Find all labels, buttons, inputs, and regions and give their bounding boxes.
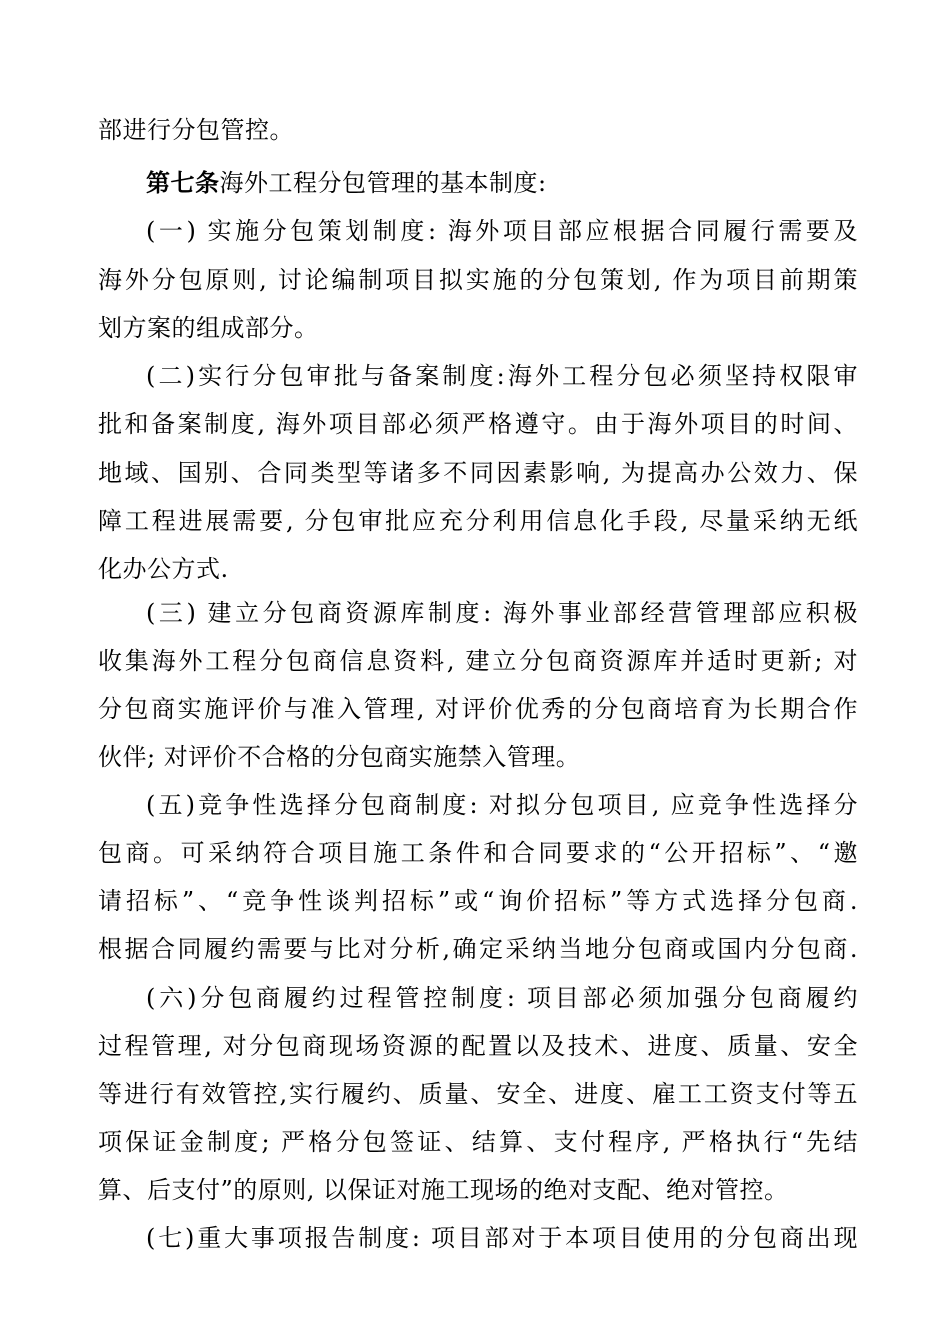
paragraph-2-line: 批和备案制度, 海外项目部必须严格遵守。由于海外项目的时间、 [98,410,858,438]
paragraph-3-line: 伙伴; 对评价不合格的分包商实施禁入管理。 [98,743,581,771]
paragraph-5-line: 请招标”、“竞争性谈判招标”或“询价招标”等方式选择分包商. [98,887,858,915]
paragraph-5-line: 包商。可采纳符合项目施工条件和合同要求的“公开招标”、“邀 [98,839,858,867]
paragraph-2-line: 地域、国别、合同类型等诸多不同因素影响, 为提高办公效力、保 [98,459,858,487]
paragraph-3-line: (三) 建立分包商资源库制度: 海外事业部经营管理部应积极 [146,599,858,627]
paragraph-1-line: 划方案的组成部分。 [98,314,319,342]
paragraph-2-line: 障工程进展需要, 分包审批应充分利用信息化手段, 尽量采纳无纸 [98,507,858,535]
paragraph-6-line: 过程管理, 对分包商现场资源的配置以及技术、进度、质量、安全 [98,1032,858,1060]
article-7-line [146,168,858,198]
paragraph-1-line: 海外分包原则, 讨论编制项目拟实施的分包策划, 作为项目前期策 [98,266,858,294]
paragraph-2-line: (二)实行分包审批与备案制度:海外工程分包必须坚持权限审 [146,362,858,390]
article-7-text: 海外工程分包管理的基本制度: [219,169,547,197]
paragraph-5-line: 根据合同履约需要与比对分析,确定采纳当地分包商或国内分包商. [98,935,858,963]
paragraph-6-line: 算、后支付”的原则, 以保证对施工现场的绝对支配、绝对管控。 [98,1176,789,1204]
paragraph-6-line: 项保证金制度; 严格分包签证、结算、支付程序, 严格执行“先结 [98,1128,858,1156]
paragraph-6-line: (六)分包商履约过程管控制度: 项目部必须加强分包商履约 [146,984,858,1012]
text-line: 部进行分包管控。 [98,116,294,144]
article-7-heading: 第七条 [146,168,220,197]
paragraph-5-line: (五)竞争性选择分包商制度: 对拟分包项目, 应竞争性选择分 [146,791,858,819]
paragraph-7-line: (七)重大事项报告制度: 项目部对于本项目使用的分包商出现 [146,1224,858,1252]
paragraph-2-line: 化办公方式. [98,555,229,583]
paragraph-6-line: 等进行有效管控,实行履约、质量、安全、进度、雇工工资支付等五 [98,1080,858,1108]
paragraph-1-line: (一) 实施分包策划制度: 海外项目部应根据合同履行需要及 [146,217,858,245]
paragraph-3-line: 分包商实施评价与准入管理, 对评价优秀的分包商培育为长期合作 [98,695,858,723]
paragraph-3-line: 收集海外工程分包商信息资料, 建立分包商资源库并适时更新; 对 [98,647,858,675]
